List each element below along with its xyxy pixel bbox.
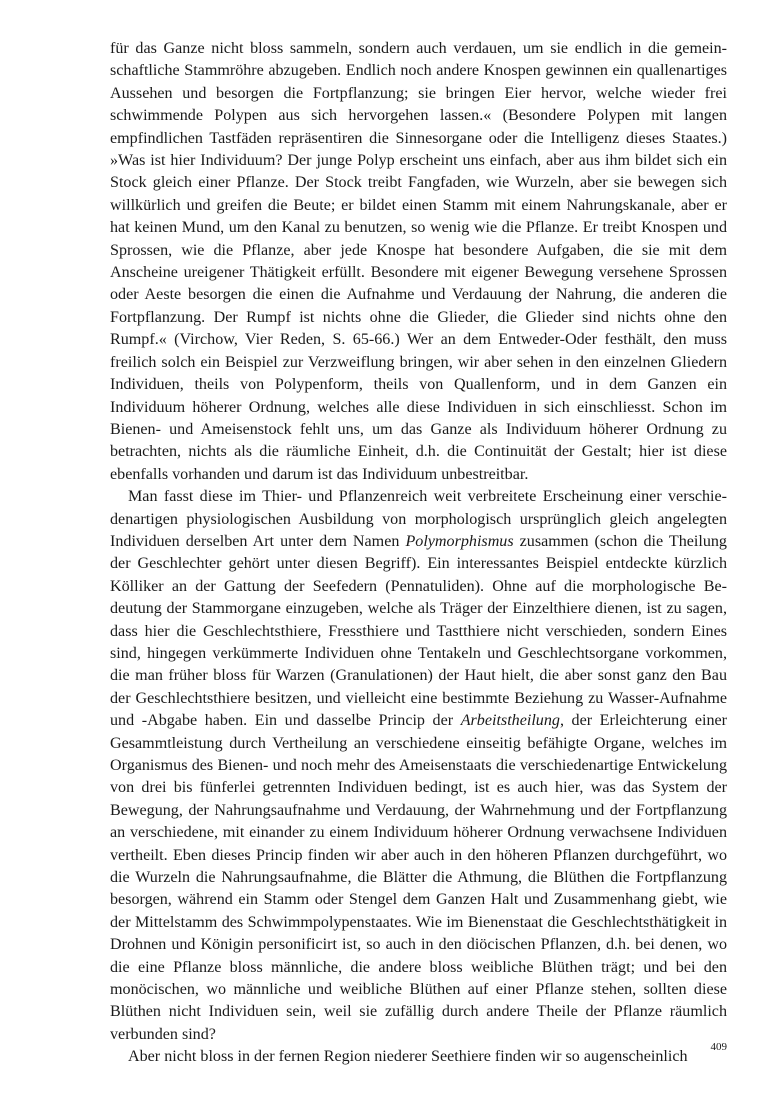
paragraph-last [110, 1046, 727, 1068]
paragraph-text: zusammen (schon die Theilung der Geschlechter gehört unter diesen Begriff). Ein interessantes Beispiel entdeckte kürzlich Kölliker an der Gattung der Seefedern (Pennatuliden). Ohne auf die morphologische Bedeutung der Stammorgane einzugeben, welche als Träger der Einzelthiere dienen, ist zu sagen, dass hier die Geschlechtsthiere, Fressthiere und Tastthiere nicht verschieden, sondern Eines sind, hingegen verkümmerte Individuen ohne Tentakeln und Geschlechtsorgane vorkommen, die man früher bloss für Warzen (Granulationen) der Haut hielt, die aber sonst ganz den Bau der Geschlechtsthiere besitzen, und vielleicht eine bestimmte Beziehung zu Wasser-Aufnahme und -Abgabe haben. Ein und dasselbe Princip der [110, 532, 727, 730]
term-polymorphismus: Polymorphismus [405, 532, 514, 550]
page-body [110, 38, 727, 1069]
paragraph-text: Man fasst diese im Thier- und Pflanzenreich weit verbreitete Erscheinung einer verschiedenartigen physiologischen Ausbildung von morphologisch ursprünglich gleich angelegten Individuen derselben Art unter dem Namen [110, 488, 727, 550]
paragraph-text: für das Ganze nicht bloss sammeln, sondern auch verdauen, um sie endlich in die gemeinschaftliche Stammröhre abzugeben. Endlich noch andere Knospen gewinnen ein quallenartiges Aussehen und besorgen die Fortpflanzung; sie bringen Eier hervor, welche wieder frei schwimmende Polypen aus sich hervorgehen lassen.« (Besondere Polypen mit langen empfindlichen Tastfäden repräsentiren die Sinnesorgane oder die Intelligenz dieses Staates.) »Was ist hier Individuum? Der junge Polyp erscheint uns einfach, aber aus ihm bildet sich ein Stock gleich einer Pflanze. Der Stock treibt Fangfaden, wie Wurzeln, aber sie bewegen sich willkürlich und greifen die Beute; er bildet einen Stamm mit einem Nahrungskanale, aber er hat keinen Mund, um den Kanal zu benutzen, so wenig wie die Pflanze. Er treibt Knospen und Sprossen, wie die Pflanze, aber jede Knospe hat besondere Aufgaben, die sie mit dem Anscheine ureigener Thätigkeit erfüllt. Besondere mit eigener Bewegung versehene Sprossen oder Aeste besorgen die einen die Aufnahme und Verdauung der Nahrung, die anderen die Fortpflanzung. Der Rumpf ist nichts ohne die Glieder, die Glieder sind nichts ohne den Rumpf.« (Virchow, Vier Reden, S. 65-66.) Wer an dem Entweder-Oder festhält, den muss freilich solch ein Beispiel zur Verzweiflung bringen, wir aber sehen in den einzelnen Gliedern Individuen, theils von Polypenform, theils von Quallenform, und in dem Ganzen ein Individuum höherer Ordnung, welches alle diese Individuen in sich einschliesst. Schon im Bienen- und Ameisenstock fehlt uns, um das Ganze als Individuum höherer Ordnung zu betrachten, nichts als die räumliche Einheit, d.h. die Continuität der Gestalt; hier ist diese ebenfalls vorhanden und darum ist das Individuum unbestreitbar. [110, 40, 727, 483]
paragraph-polymorphismus [110, 486, 727, 1046]
paragraph-text: Aber nicht bloss in der fernen Region niederer Seethiere finden wir so augenscheinlich [128, 1048, 688, 1066]
term-arbeitstheilung: Arbeitstheilung [460, 712, 560, 730]
page-number: 409 [710, 1041, 727, 1053]
paragraph-text: , der Erleichterung einer Gesammtleistung durch Vertheilung an verschiedene einseitig befähigte Organe, welches im Organismus des Bienen- und noch mehr des Ameisenstaats die verschiedenartige Entwickelung von drei bis fünferlei getrennten Individuen bedingt, ist es auch hier, was das System der Bewegung, der Nahrungsaufnahme und Verdauung, der Wahrnehmung und der Fortpflanzung an verschiedene, mit einander zu einem Individuum höherer Ordnung verwachsene Individuen vertheilt. Eben dieses Princip finden wir aber auch in den höheren Pflanzen durchgeführt, wo die Wurzeln die Nahrungsaufnahme, die Blätter die Athmung, die Blüthen die Fortpflanzung besorgen, während ein Stamm oder Stengel dem Ganzen Halt und Zusammenhang giebt, wie der Mittelstamm des Schwimmpolypenstaates. Wie im Bienenstaat die Geschlechtsthätigkeit in Drohnen und Königin personificirt ist, so auch in den diöcischen Pflanzen, d.h. bei denen, wo die eine Pflanze bloss männliche, die andere bloss weibliche Blüthen trägt; und bei den monöcischen, wo männliche und weibliche Blüthen auf einer Pflanze stehen, sollten diese Blüthen nicht Individuen sein, weil sie zufällig durch andere Theile der Pflanze räumlich verbunden sind? [110, 712, 727, 1043]
paragraph-continuation [110, 38, 727, 486]
